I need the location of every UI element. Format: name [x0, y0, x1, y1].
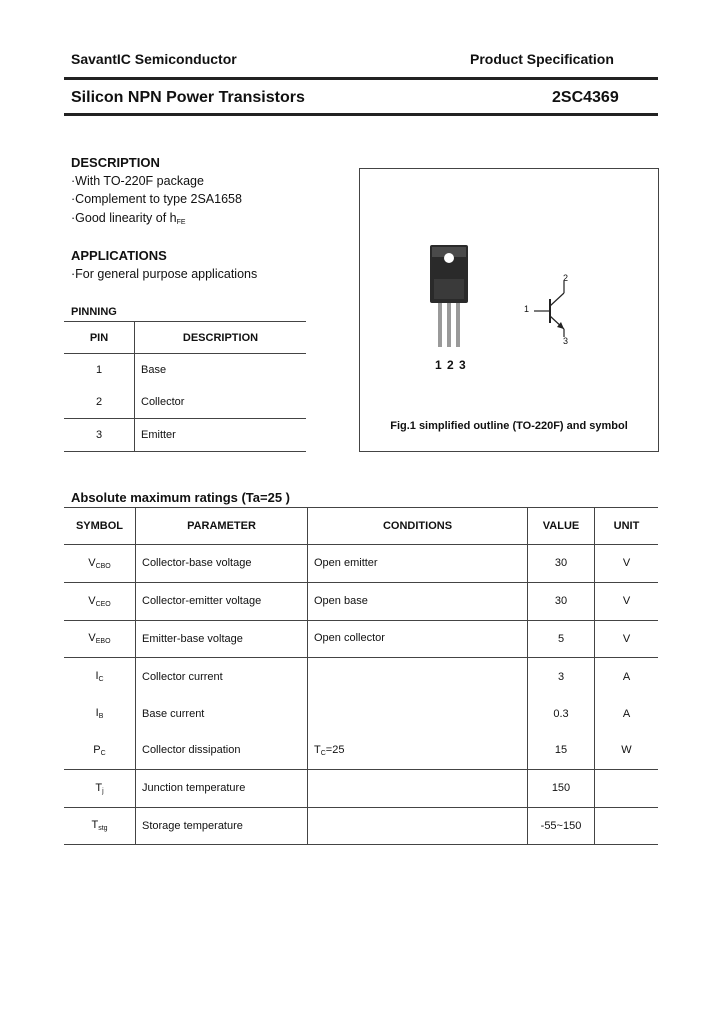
- company-name: SavantIC Semiconductor: [71, 51, 237, 67]
- unit-cell: W: [595, 732, 659, 769]
- figure-pin-numbers: 1 2 3: [435, 358, 467, 372]
- table-row: [64, 620, 658, 658]
- unit-cell: A: [595, 658, 659, 695]
- parameter-cell: Collector dissipation: [136, 732, 308, 769]
- value-cell: 5: [528, 620, 595, 658]
- unit-cell: V: [595, 620, 659, 658]
- description-title: DESCRIPTION: [71, 155, 160, 170]
- value-cell: 30: [528, 545, 595, 583]
- ratings-header-value: VALUE: [528, 508, 595, 545]
- conditions-cell: [308, 807, 528, 845]
- value-cell: 0.3: [528, 695, 595, 732]
- table-row: [64, 695, 658, 732]
- parameter-cell: Collector-emitter voltage: [136, 582, 308, 620]
- symbol-cell: $I_C$: [95, 670, 104, 684]
- conditions-cell: [308, 769, 528, 807]
- ratings-title: Absolute maximum ratings (Ta=25 ): [71, 490, 291, 505]
- ratings-header-symbol: SYMBOL: [75, 520, 124, 532]
- pinning-header-pin: PIN: [89, 331, 109, 344]
- lead-2: [447, 303, 451, 347]
- pin-number: 1: [95, 364, 103, 376]
- conditions-cell: Open base: [308, 582, 528, 620]
- symbol-pin-collector: 2: [563, 273, 569, 283]
- value-cell: -55~150: [528, 807, 595, 845]
- ratings-header-row: [64, 508, 658, 545]
- pinning-header-row: [64, 322, 306, 354]
- lead-3: [456, 303, 460, 347]
- conditions-cell: $T_C=25$: [308, 732, 528, 769]
- header-rule-bottom: [64, 113, 658, 116]
- figure-box: [359, 168, 659, 452]
- parameter-cell: Emitter-base voltage: [136, 620, 308, 658]
- part-number: 2SC4369: [552, 89, 619, 106]
- pin-description: Collector: [135, 386, 307, 419]
- symbol-pin-emitter: 3: [563, 336, 569, 346]
- conditions-cell: [308, 658, 528, 695]
- table-row: [64, 419, 306, 452]
- symbol-pin-base: 1: [524, 304, 530, 314]
- table-row: [64, 658, 658, 695]
- ratings-header-unit: UNIT: [595, 508, 659, 545]
- description-line-2: ·Complement to type 2SA1658: [71, 192, 242, 206]
- unit-cell: [595, 769, 659, 807]
- mounting-hole: [444, 253, 454, 263]
- pinning-table: [64, 321, 306, 452]
- unit-cell: A: [595, 695, 659, 732]
- parameter-cell: Junction temperature: [136, 769, 308, 807]
- parameter-cell: Storage temperature: [136, 807, 308, 845]
- ratings-body: [64, 545, 658, 845]
- ratings-header-parameter: PARAMETER: [136, 508, 308, 545]
- symbol-cell: $P_C$: [93, 743, 106, 757]
- pinning-title: PINNING: [71, 306, 117, 318]
- symbol-cell: $T_{stg}$: [91, 819, 108, 833]
- unit-cell: [595, 807, 659, 845]
- table-row: [64, 354, 306, 387]
- conditions-cell: Open emitter: [308, 545, 528, 583]
- symbol-cell: $V_{EBO}$: [88, 632, 111, 646]
- value-cell: 3: [528, 658, 595, 695]
- table-row: [64, 807, 658, 845]
- package-outline-icon: [360, 169, 658, 451]
- pin-number: 3: [95, 429, 103, 441]
- table-row: [64, 545, 658, 583]
- symbol-cell: $V_{CEO}$: [88, 594, 111, 608]
- applications-title: APPLICATIONS: [71, 248, 167, 263]
- doc-type: Product Specification: [470, 51, 614, 67]
- pin-number: 2: [95, 396, 103, 408]
- pin-description: Base: [135, 354, 307, 387]
- table-row: [64, 582, 658, 620]
- unit-cell: V: [595, 582, 659, 620]
- symbol-cell: $V_{CBO}$: [88, 556, 111, 570]
- lead-1: [438, 303, 442, 347]
- symbol-cell: $T_j$: [95, 781, 104, 795]
- applications-line-1: ·For general purpose applications: [71, 267, 258, 281]
- value-cell: 150: [528, 769, 595, 807]
- parameter-cell: Base current: [136, 695, 308, 732]
- table-row: [64, 386, 306, 419]
- parameter-cell: Collector current: [136, 658, 308, 695]
- table-row: [64, 769, 658, 807]
- parameter-cell: Collector-base voltage: [136, 545, 308, 583]
- value-cell: 15: [528, 732, 595, 769]
- figure-caption: Fig.1 simplified outline (TO-220F) and symbol: [390, 420, 628, 432]
- product-line: Silicon NPN Power Transistors: [71, 89, 305, 106]
- unit-cell: V: [595, 545, 659, 583]
- conditions-cell: Open collector: [308, 620, 528, 658]
- symbol-cell: $I_B$: [95, 707, 104, 721]
- value-cell: 30: [528, 582, 595, 620]
- ratings-table: [64, 507, 658, 845]
- ratings-header-conditions: CONDITIONS: [308, 508, 528, 545]
- description-line-1: ·With TO-220F package: [71, 174, 204, 188]
- npn-transistor-symbol-icon: [534, 281, 564, 337]
- table-row: [64, 732, 658, 769]
- description-line-3: ·Good linearity of $h_{FE}$: [71, 211, 186, 226]
- conditions-cell: [308, 695, 528, 732]
- pinning-header-description: DESCRIPTION: [135, 322, 307, 354]
- header-rule-top: [64, 77, 658, 80]
- pin-description: Emitter: [135, 419, 307, 452]
